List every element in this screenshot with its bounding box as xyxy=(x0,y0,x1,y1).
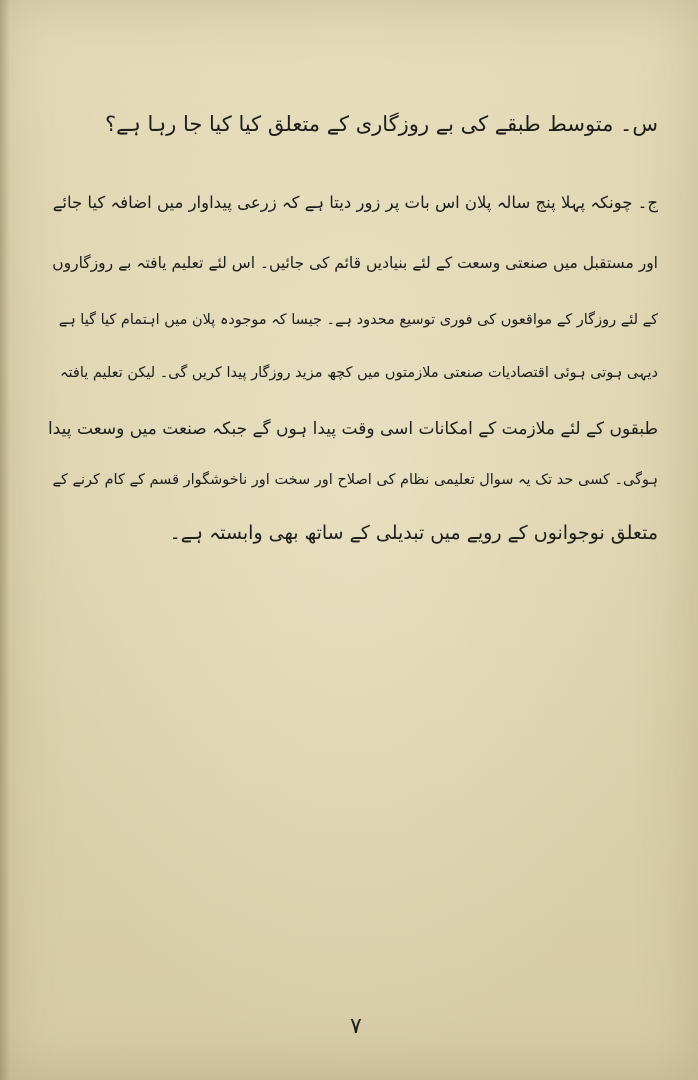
answer-line: اور مستقبل میں صنعتی وسعت کے لئے بنیادیں قائم کی جائیں۔ اس لئے تعلیم یافتہ بے روزگاروں xyxy=(52,254,658,272)
page-number: ۷ xyxy=(350,1014,362,1039)
answer-line: دیہی ہوتی ہوئی اقتصادیات صنعتی ملازمتوں میں کچھ مزید روزگار پیدا کریں گی۔ لیکن تعلیم یافتہ xyxy=(60,365,658,381)
answer-line: طبقوں کے لئے ملازمت کے امکانات اسی وقت پیدا ہوں گے جبکہ صنعت میں وسعت پیدا xyxy=(48,419,658,439)
answer-line: ہوگی۔ کسی حد تک یہ سوال تعلیمی نظام کی اصلاح اور سخت اور ناخوشگوار قسم کے کام کرنے کے xyxy=(52,472,658,488)
answer-line: متعلق نوجوانوں کے رویے میں تبدیلی کے ساتھ بھی وابستہ ہے۔ xyxy=(169,522,658,544)
answer-line: ج۔ چونکہ پہلا پنج سالہ پلان اس بات پر زور دیتا ہے کہ زرعی پیداوار میں اضافہ کیا جائے xyxy=(52,193,658,212)
page-edge-shadow xyxy=(0,0,10,1080)
answer-line: کے لئے روزگار کے مواقعوں کی فوری توسیع محدود ہے۔ جیسا کہ موجودہ پلان میں اہتمام کیا گیا ہے xyxy=(58,312,658,328)
question-heading: س۔ متوسط طبقے کی بے روزگاری کے متعلق کیا کیا جا رہا ہے؟ xyxy=(105,112,658,136)
